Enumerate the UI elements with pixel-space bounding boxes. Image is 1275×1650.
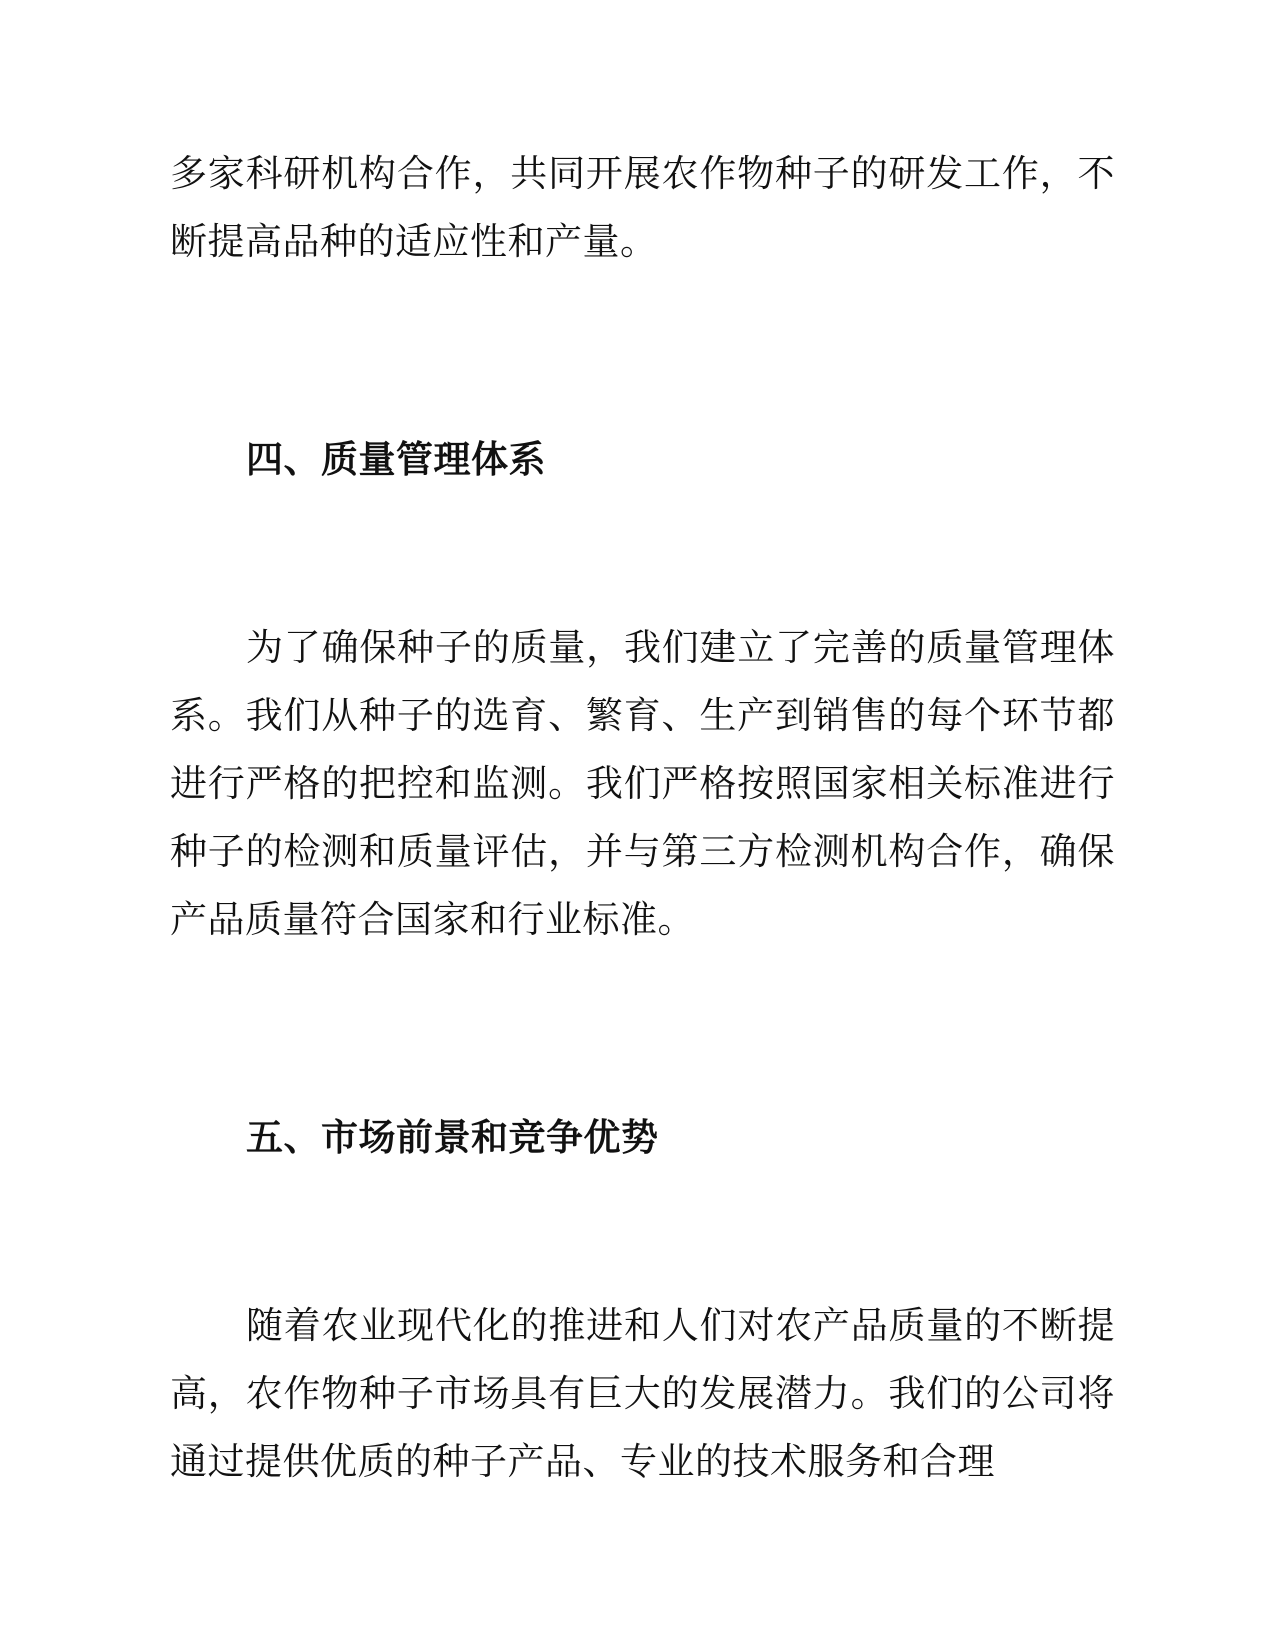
section-four-heading: 四、质量管理体系 (246, 439, 546, 480)
section-five-paragraph: 随着农业现代化的推进和人们对农产品质量的不断提高，农作物种子市场具有巨大的发展潜力。我们的公司将通过提供优质的种子产品、专业的技术服务和合理 (170, 1305, 1115, 1482)
spacer (170, 276, 1115, 426)
section-five-heading: 五、市场前景和竞争优势 (246, 1117, 659, 1158)
section-four-paragraph: 为了确保种子的质量，我们建立了完善的质量管理体系。我们从种子的选育、繁育、生产到销售的每个环节都进行严格的把控和监测。我们严格按照国家相关标准进行种子的检测和质量评估，并与第三方检测机构合作，确保产品质量符合国家和行业标准。 (170, 627, 1115, 940)
spacer (170, 954, 1115, 1104)
spacer (170, 494, 1115, 614)
spacer (170, 1172, 1115, 1292)
continuation-paragraph: 多家科研机构合作，共同开展农作物种子的研发工作，不断提高品种的适应性和产量。 (170, 153, 1115, 262)
